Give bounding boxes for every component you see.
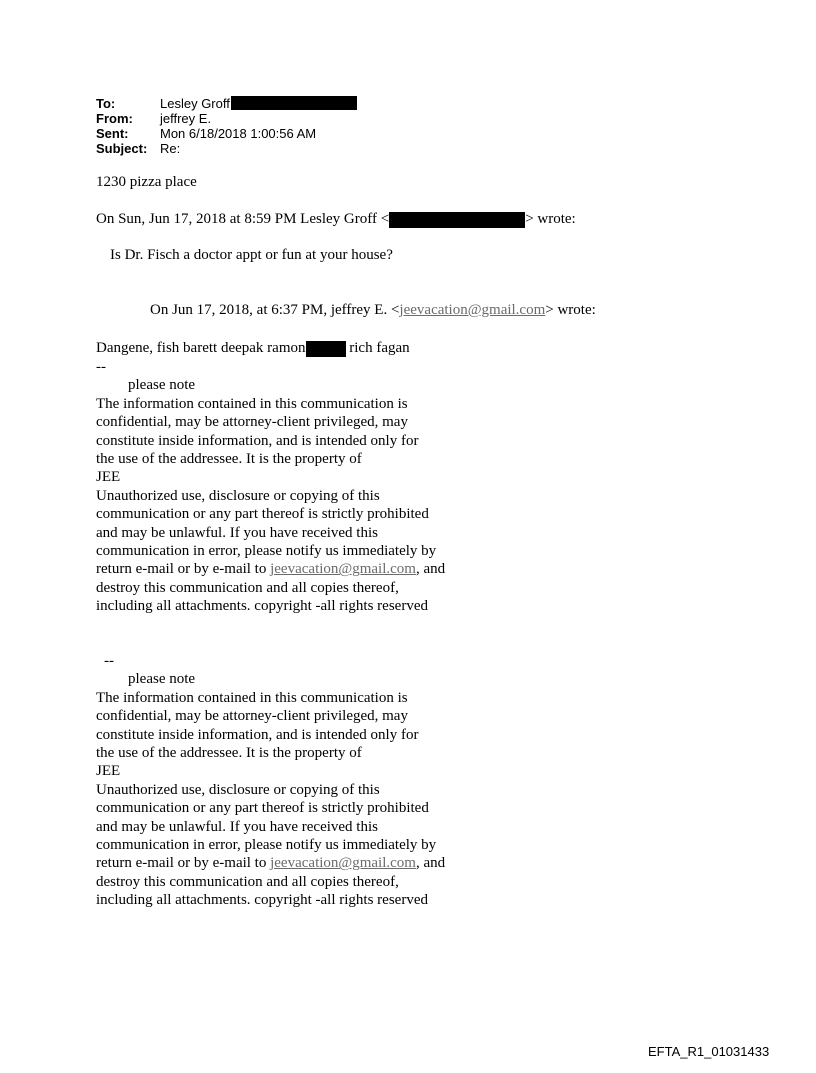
please-note: please note [128, 671, 196, 688]
disclaimer-line: and may be unlawful. If you have received this [96, 818, 378, 835]
disclaimer-line: communication in error, please notify us immediately by [96, 837, 437, 854]
sent-row [96, 126, 357, 141]
disclaimer-block-2 [96, 652, 445, 910]
disclaimer-line: communication or any part thereof is strictly prohibited [96, 800, 429, 817]
to-row [96, 96, 357, 111]
disclaimer-line: constitute inside information, and is intended only for [96, 432, 419, 449]
disclaimer-line: destroy this communication and all copies thereof, [96, 873, 399, 890]
quote-header-2 [150, 302, 596, 319]
email-link[interactable]: jeevacation@gmail.com [270, 561, 416, 578]
disclaimer-line: including all attachments. copyright -all rights reserved [96, 598, 428, 615]
disclaimer-line: the use of the addressee. It is the property of [96, 451, 362, 468]
disclaimer-line [96, 560, 445, 578]
disclaimer-line: communication in error, please notify us immediately by [96, 543, 437, 560]
please-note: please note [128, 377, 196, 394]
signature-separator: -- [104, 653, 114, 669]
email-header [96, 96, 357, 156]
disclaimer-text: return e-mail or by e-mail to [96, 561, 271, 578]
disclaimer-block-1 [96, 358, 445, 616]
redaction-bar [231, 96, 357, 110]
from-row [96, 111, 357, 126]
disclaimer-line: The information contained in this communication is [96, 395, 408, 412]
disclaimer-line: confidential, may be attorney-client privileged, may [96, 708, 408, 725]
sent-label: Sent: [96, 126, 129, 141]
subject-row [96, 141, 357, 156]
disclaimer-line [96, 854, 445, 872]
disclaimer-line: constitute inside information, and is intended only for [96, 726, 419, 743]
redaction-bar [389, 212, 525, 228]
disclaimer-line: Unauthorized use, disclosure or copying of this [96, 781, 380, 798]
disclaimer-line: destroy this communication and all copies thereof, [96, 579, 399, 596]
quote-header-1 [96, 211, 576, 228]
quote-header-2-suffix: > wrote: [545, 302, 596, 318]
disclaimer-text: return e-mail or by e-mail to [96, 855, 271, 872]
disclaimer-line: the use of the addressee. It is the property of [96, 745, 362, 762]
document-id: EFTA_R1_01031433 [648, 1044, 770, 1059]
subject-value: Re: [160, 141, 181, 156]
to-label: To: [96, 96, 116, 111]
subject-label: Subject: [96, 141, 148, 156]
disclaimer-text: , and [415, 855, 446, 872]
from-value: jeffrey E. [160, 111, 212, 126]
quote-header-2-prefix: On Jun 17, 2018, at 6:37 PM, jeffrey E. < [150, 302, 400, 318]
disclaimer-line: The information contained in this communication is [96, 689, 408, 706]
question-line: Is Dr. Fisch a doctor appt or fun at your house? [110, 247, 393, 263]
names-part-a: Dangene, fish barett deepak ramon [96, 340, 306, 356]
disclaimer-text: , and [415, 561, 446, 578]
from-label: From: [96, 111, 133, 126]
disclaimer-line: JEE [96, 469, 121, 486]
names-part-b: rich fagan [345, 340, 410, 356]
quote-header-1-prefix: On Sun, Jun 17, 2018 at 8:59 PM Lesley Groff < [96, 211, 390, 227]
disclaimer-line: confidential, may be attorney-client privileged, may [96, 414, 408, 431]
sent-value: Mon 6/18/2018 1:00:56 AM [160, 126, 317, 141]
email-link[interactable]: jeevacation@gmail.com [399, 302, 546, 318]
email-link[interactable]: jeevacation@gmail.com [270, 855, 416, 872]
reply-line: 1230 pizza place [96, 174, 197, 190]
disclaimer-line: communication or any part thereof is strictly prohibited [96, 506, 429, 523]
disclaimer-line: JEE [96, 763, 121, 780]
disclaimer-line: Unauthorized use, disclosure or copying of this [96, 487, 380, 504]
signature-separator: -- [96, 359, 106, 375]
redaction-bar [306, 341, 346, 357]
disclaimer-line: including all attachments. copyright -all rights reserved [96, 892, 428, 909]
names-line [96, 340, 410, 357]
quote-header-1-suffix: > wrote: [525, 211, 576, 227]
disclaimer-line: and may be unlawful. If you have received this [96, 524, 378, 541]
to-value: Lesley Groff [160, 96, 230, 111]
